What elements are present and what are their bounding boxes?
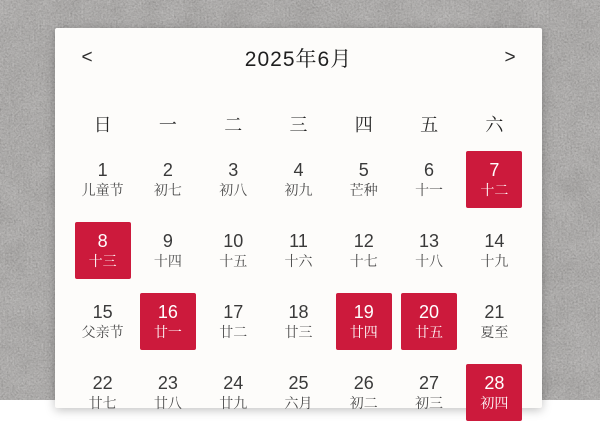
calendar-day-cell[interactable] (140, 293, 196, 350)
lunar-label: 廿八 (153, 395, 182, 411)
calendar-day-cell[interactable] (401, 293, 457, 350)
day-number: 23 (157, 373, 178, 393)
calendar-day-cell[interactable] (205, 151, 261, 208)
day-number: 2 (162, 160, 173, 180)
calendar-day-cell[interactable] (336, 222, 392, 279)
lunar-label: 十五 (219, 253, 248, 269)
calendar-day-cell[interactable] (205, 293, 261, 350)
calendar-day-cell[interactable] (336, 151, 392, 208)
prev-month-button[interactable]: < (73, 44, 101, 72)
day-number: 12 (353, 231, 374, 251)
lunar-label: 十七 (349, 253, 378, 269)
lunar-label: 廿七 (88, 395, 117, 411)
calendar-day-cell[interactable] (401, 151, 457, 208)
calendar-day-cell[interactable] (466, 222, 522, 279)
calendar-day-cell[interactable] (140, 151, 196, 208)
lunar-label: 父亲节 (81, 324, 124, 340)
day-number: 10 (223, 231, 244, 251)
day-number: 5 (358, 160, 369, 180)
calendar-day-cell[interactable] (336, 293, 392, 350)
week-row (70, 293, 527, 350)
day-number: 8 (97, 231, 108, 251)
weekday-sun: 日 (93, 115, 112, 135)
calendar-day-cell[interactable] (336, 364, 392, 421)
weekday-header-row (70, 113, 527, 137)
day-number: 11 (289, 231, 308, 251)
lunar-label: 廿三 (284, 324, 313, 340)
day-number: 27 (419, 373, 440, 393)
lunar-label: 初四 (480, 395, 509, 411)
lunar-label: 初三 (415, 395, 444, 411)
lunar-label: 芒种 (349, 182, 378, 198)
day-number: 25 (288, 373, 309, 393)
weekday-wed: 三 (289, 115, 308, 135)
calendar-day-cell[interactable] (140, 222, 196, 279)
day-number: 14 (484, 231, 505, 251)
weekday-tue: 二 (224, 115, 243, 135)
calendar-day-cell[interactable] (75, 293, 131, 350)
calendar-day-cell[interactable] (466, 293, 522, 350)
lunar-label: 十一 (415, 182, 444, 198)
weekday-fri: 五 (420, 115, 439, 135)
lunar-label: 初二 (349, 395, 378, 411)
next-month-button[interactable]: > (496, 44, 524, 72)
day-number: 16 (157, 302, 178, 322)
day-number: 15 (92, 302, 113, 322)
calendar-day-cell[interactable] (75, 364, 131, 421)
lunar-label: 廿四 (349, 324, 378, 340)
day-number: 1 (97, 160, 108, 180)
lunar-label: 十六 (284, 253, 313, 269)
day-number: 4 (293, 160, 304, 180)
week-row (70, 151, 527, 208)
lunar-label: 六月 (284, 395, 313, 411)
calendar-day-cell[interactable] (270, 222, 326, 279)
lunar-label: 廿九 (219, 395, 248, 411)
lunar-label: 儿童节 (81, 182, 124, 198)
weekday-thu: 四 (354, 115, 373, 135)
week-row (70, 364, 527, 421)
day-number: 13 (419, 231, 440, 251)
calendar-title: 2025年6月 (244, 48, 353, 71)
weekday-mon: 一 (158, 115, 177, 135)
calendar-day-cell[interactable] (75, 222, 131, 279)
lunar-label: 廿一 (153, 324, 182, 340)
lunar-label: 廿二 (219, 324, 248, 340)
calendar-day-cell[interactable] (205, 222, 261, 279)
calendar-day-cell[interactable] (270, 151, 326, 208)
calendar-day-cell[interactable] (466, 151, 522, 208)
calendar-day-cell[interactable] (401, 222, 457, 279)
calendar-card (55, 28, 542, 411)
calendar-day-cell[interactable] (140, 364, 196, 421)
day-number: 21 (484, 302, 505, 322)
calendar-day-cell[interactable] (270, 293, 326, 350)
lunar-label: 廿五 (415, 324, 444, 340)
day-number: 18 (288, 302, 309, 322)
day-number: 26 (353, 373, 374, 393)
day-number: 22 (92, 373, 113, 393)
week-row (70, 222, 527, 279)
weekday-sat: 六 (485, 115, 504, 135)
lunar-label: 初九 (284, 182, 313, 198)
day-number: 20 (419, 302, 440, 322)
lunar-label: 十四 (153, 253, 182, 269)
day-number: 3 (228, 160, 239, 180)
lunar-label: 十九 (480, 253, 509, 269)
day-number: 6 (424, 160, 435, 180)
day-number: 28 (484, 373, 505, 393)
calendar-day-cell[interactable] (401, 364, 457, 421)
lunar-label: 十八 (415, 253, 444, 269)
lunar-label: 初七 (153, 182, 182, 198)
calendar-day-cell[interactable] (270, 364, 326, 421)
day-number: 17 (223, 302, 244, 322)
lunar-label: 十二 (480, 182, 509, 198)
calendar-day-cell[interactable] (205, 364, 261, 421)
calendar-header (55, 44, 542, 72)
day-number: 24 (223, 373, 244, 393)
calendar-day-cell[interactable] (75, 151, 131, 208)
lunar-label: 十三 (88, 253, 117, 269)
lunar-label: 初八 (219, 182, 248, 198)
lunar-label: 夏至 (480, 324, 509, 340)
day-number: 9 (162, 231, 173, 251)
day-number: 19 (353, 302, 374, 322)
calendar-grid (70, 151, 527, 435)
calendar-day-cell[interactable] (466, 364, 522, 421)
day-number: 7 (489, 160, 500, 180)
